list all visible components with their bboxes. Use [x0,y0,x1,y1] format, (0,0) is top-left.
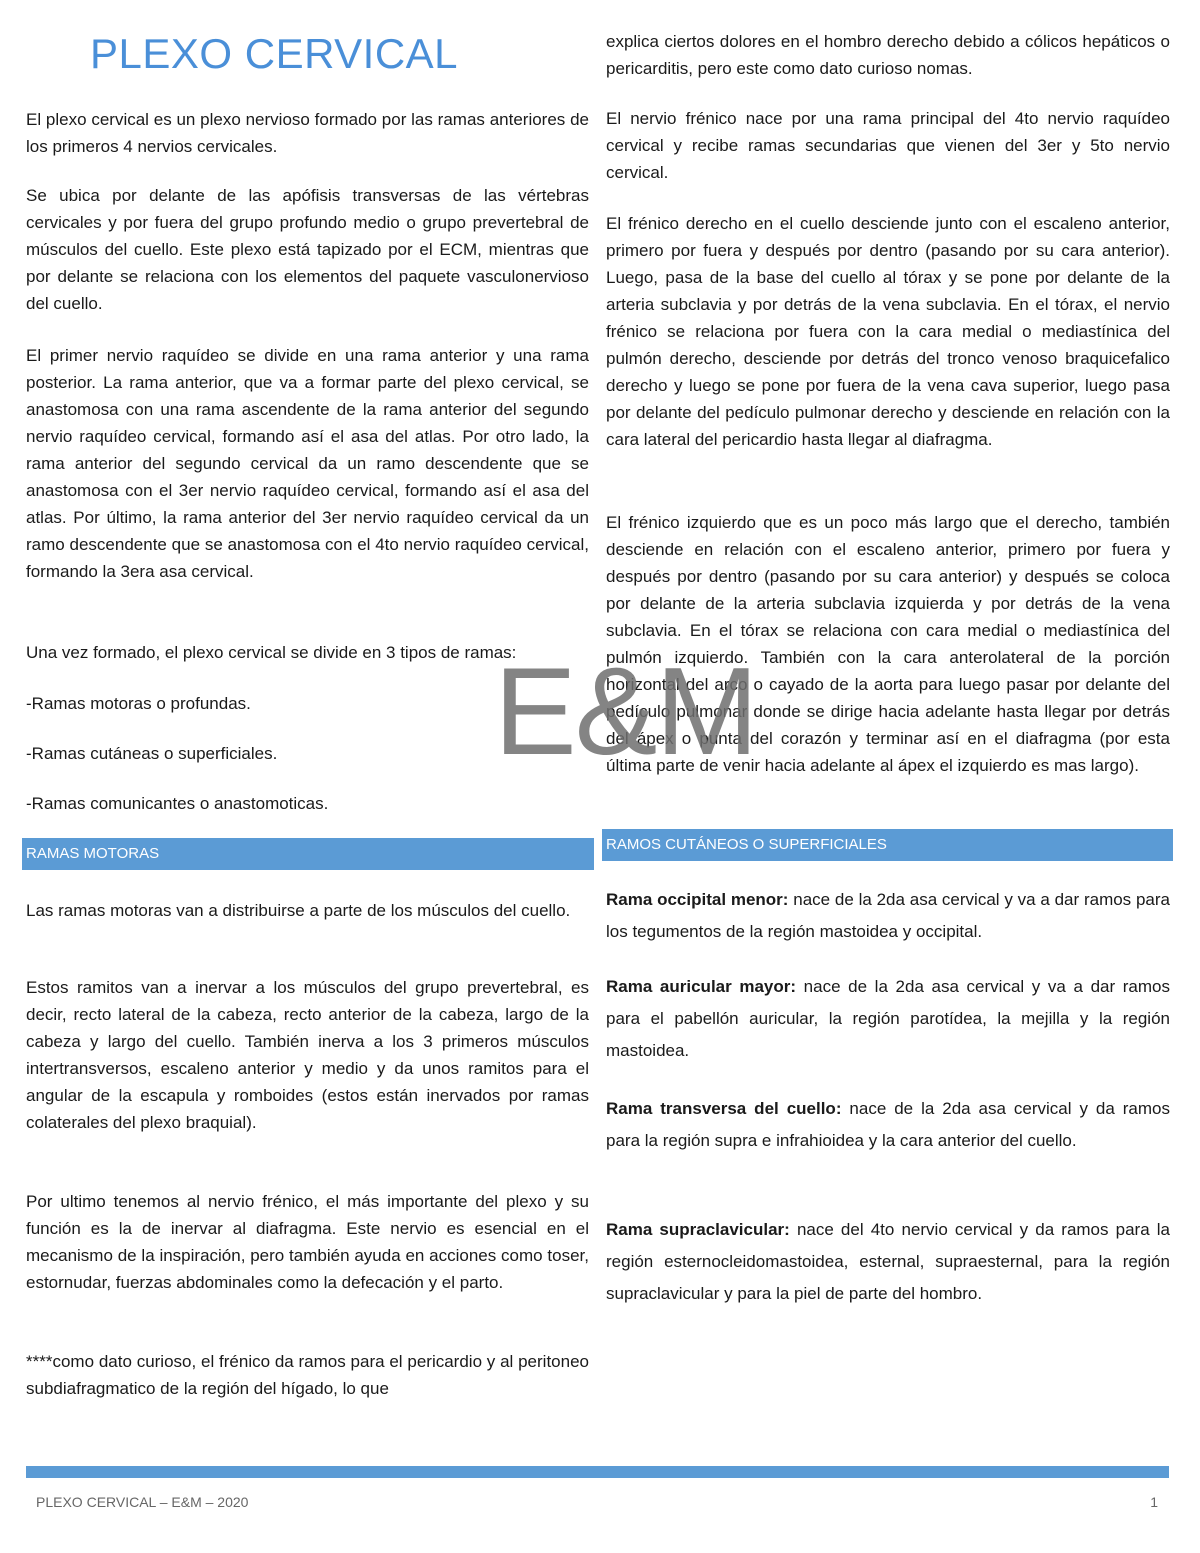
cutaneo-item [606,1214,1170,1310]
cutaneo-item [606,971,1170,1067]
watermark-logo: E&M [494,643,757,781]
footer-label: PLEXO CERVICAL – E&M – 2020 [36,1494,249,1510]
section-header-ramas-motoras: RAMAS MOTORAS [22,838,594,870]
continuation-paragraph: explica ciertos dolores en el hombro derecho debido a cólicos hepáticos o pericarditis, pero este como dato curioso nomas. [606,32,1170,78]
page-number: 1 [1150,1494,1158,1510]
frenico-paragraph: El nervio frénico nace por una rama principal del 4to nervio raquídeo cervical y recibe ramas secundarias que vienen del 3er y 5to nervio cervical. [606,109,1170,182]
page-title: PLEXO CERVICAL [90,30,459,77]
frenico-paragraph: El frénico izquierdo que es un poco más largo que el derecho, también desciende en relación con el escaleno anterior, primero por fuera y después por dentro (pasando por su cara anterior) y después se coloca por delante de la arteria subclavia izquierda y por detrás de la vena subclavia. En el tórax se relaciona con cara medial o mediastínica del pulmón izquierdo. También con la cara anterolateral de la porción horizontal del arco o cayado de la aorta para luego pasar por delante del pedículo pulmonar donde se dirige hacia adelante hasta llegar por detrás del ápex o punta del corazón y terminar así en el diafragma (por esta última parte de venir hacia adelante al ápex el izquierdo es mas largo). [606,513,1170,775]
term-text: nace de la 2da asa cervical y va a dar ramos para el pabellón auricular, la región parotídea, la mejilla y la región mastoidea. [606,977,1170,1060]
term-label: Rama transversa del cuello: [606,1099,842,1118]
cutaneo-item [606,1093,1170,1157]
motoras-paragraph: Las ramas motoras van a distribuirse a parte de los músculos del cuello. [26,901,571,920]
motoras-paragraph: Por ultimo tenemos al nervio frénico, el más importante del plexo y su función es la de inervar al diafragma. Este nervio es esencial en el mecanismo de la inspiración, pero también ayuda en acciones como toser, estornudar, fuerzas abdominales como la defecación y el parto. [26,1192,589,1292]
frenico-paragraph: El frénico derecho en el cuello desciende junto con el escaleno anterior, primero por fuera y después por dentro (pasando por su cara anterior). Luego, pasa de la base del cuello al tórax y se pone por delante de la arteria subclavia y por detrás de la vena subclavia. En el tórax, el nervio frénico se relaciona por fuera con la cara medial o mediastínica del pulmón derecho, desciende por detrás del tronco venoso braquicefalico derecho y luego se pone por fuera de la vena cava superior, luego pasa por delante del pedículo pulmonar derecho y desciende en relación con la cara lateral del pericardio hasta llegar al diafragma. [606,214,1170,449]
term-text: nace de la 2da asa cervical y da ramos para la región supra e infrahioidea y la cara anterior del cuello. [606,1099,1170,1150]
footer-divider [26,1466,1169,1478]
cutaneo-item [606,884,1170,948]
intro-paragraph: El plexo cervical es un plexo nervioso formado por las ramas anteriores de los primeros 4 nervios cervicales. [26,110,589,156]
term-label: Rama occipital menor: [606,890,789,909]
term-text: nace de la 2da asa cervical y va a dar ramos para los tegumentos de la región mastoidea y occipital. [606,890,1170,941]
motoras-paragraph: ****como dato curioso, el frénico da ramos para el pericardio y al peritoneo subdiafragmatico de la región del hígado, lo que [26,1352,589,1398]
intro-paragraph: Una vez formado, el plexo cervical se divide en 3 tipos de ramas: [26,643,517,662]
intro-paragraph: El primer nervio raquídeo se divide en una rama anterior y una rama posterior. La rama anterior, que va a formar parte del plexo cervical, se anastomosa con una rama ascendente de la rama anterior del segundo nervio raquídeo cervical, formando así el asa del atlas. Por otro lado, la rama anterior del segundo cervical da un ramo descendente que se anastomosa con el 3er nervio raquídeo cervical, formando así el asa del atlas. Por último, la rama anterior del 3er nervio raquídeo cervical da un ramo descendente que se anastomosa con el 4to nervio raquídeo cervical, formando la 3era asa cervical. [26,346,589,581]
list-item: -Ramas comunicantes o anastomoticas. [26,794,329,813]
term-label: Rama supraclavicular: [606,1220,790,1239]
list-item: -Ramas cutáneas o superficiales. [26,744,278,763]
section-header-ramos-cutaneos: RAMOS CUTÁNEOS O SUPERFICIALES [602,829,1173,861]
list-item: -Ramas motoras o profundas. [26,694,251,713]
term-label: Rama auricular mayor: [606,977,797,996]
intro-paragraph: Se ubica por delante de las apófisis transversas de las vértebras cervicales y por fuera del grupo profundo medio o grupo prevertebral de músculos del cuello. Este plexo está tapizado por el ECM, mientras que por delante se relaciona con los elementos del paquete vasculonervioso del cuello. [26,186,589,313]
motoras-paragraph: Estos ramitos van a inervar a los músculos del grupo prevertebral, es decir, recto lateral de la cabeza, recto anterior de la cabeza, largo de la cabeza y largo del cuello. También inerva a los 3 primeros músculos intertransversos, escaleno anterior y medio y da unos ramitos para el angular de la escapula y romboides (estos están inervados por ramas colaterales del plexo braquial). [26,978,589,1132]
term-text: nace del 4to nervio cervical y da ramos para la región esternocleidomastoidea, esternal, supraesternal, para la región supraclavicular y para la piel de parte del hombro. [606,1220,1170,1303]
